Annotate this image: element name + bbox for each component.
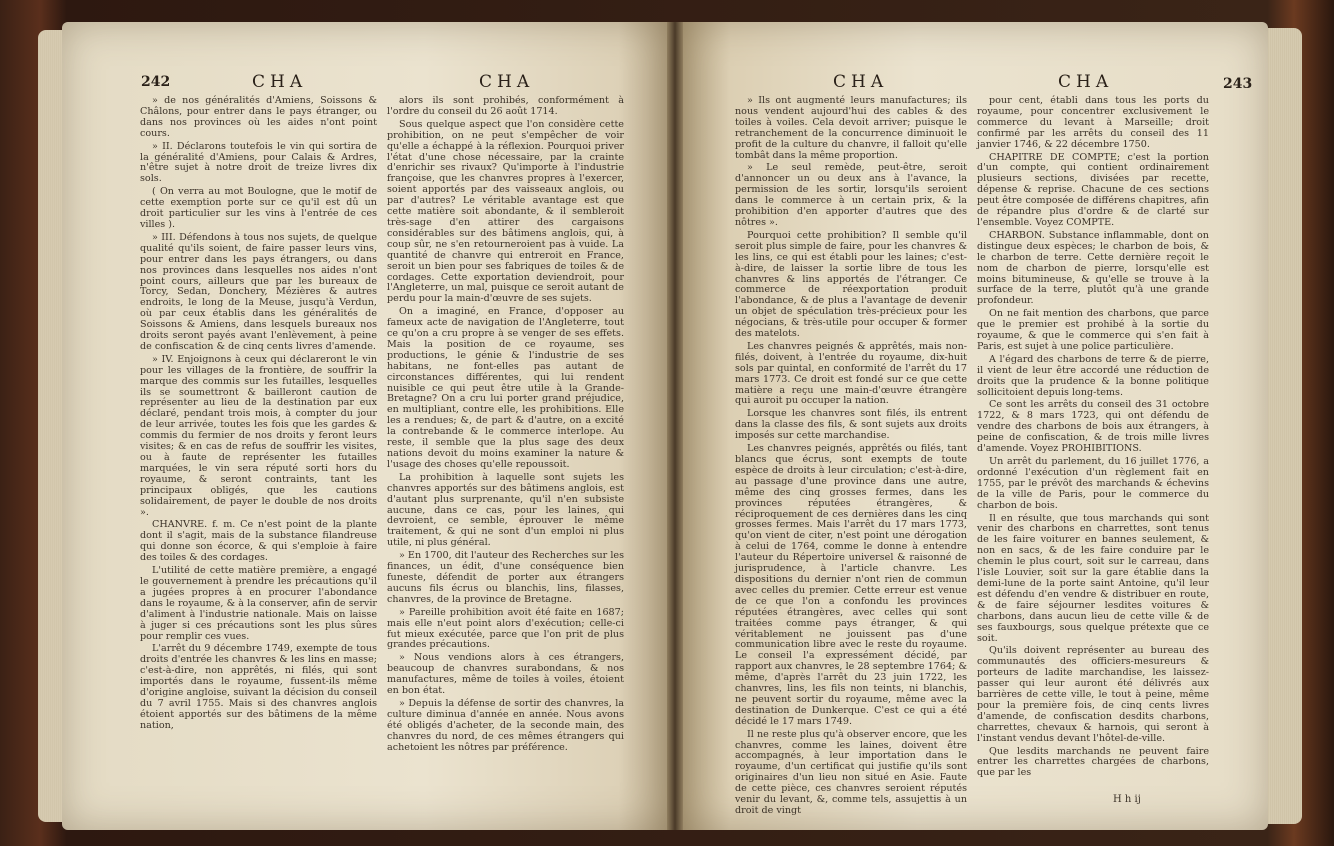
page-edge-right	[1268, 28, 1302, 824]
running-head-right-1: CHA	[833, 72, 889, 92]
paragraph: Qu'ils doivent représenter au bureau des communautés des officiers-mesureurs & porteurs de ladite marchandise, les laissez-passer qui leur auront été délivrés aux barrières de cette ville, le tout à peine, même pour la première fois, de cinq cents livres d'amende, de confiscation desdits charbons, charrettes, chevaux & harnois, qui seront à l'instant vendus devant l'hôtel-de-ville.	[977, 645, 1209, 744]
entry-chanvre: CHANVRE. f. m. Ce n'est point de la plante dont il s'agit, mais de la substance filandreuse qui donne son écorce, & qui s'emploie à faire des toiles & des cordages.	[140, 519, 377, 564]
left-column-1	[140, 96, 377, 734]
paragraph: » Ils ont augmenté leurs manufactures; ils nous vendent aujourd'hui des cables & des toiles à voiles. Cela devoit arriver; puisque le retranchement de la concurrence diminuoit le profit de la culture du chanvre, il falloit qu'elle tombât dans la même proportion.	[735, 95, 967, 161]
page-number-right: 243	[1223, 76, 1253, 92]
paragraph: Il en résulte, que tous marchands qui sont venir des charbons en charrettes, sont tenus de les faire voiturer en bannes seulement, & non en sacs, & de les faire conduire par le chemin le plus court, soit sur le carreau, dans l'isle Louvier, soit sur la gare établie dans la demi-lune de la porte saint Antoine, qu'il leur est défendu d'en vendre & distribuer en route, & de faire séjourner lesdites voitures & charbons, dans aucun lieu de cette ville & de ses fauxbourgs, sous quelque prétexte que ce soit.	[977, 512, 1209, 644]
paragraph: » Le seul remède, peut-être, seroit d'annoncer un ou deux ans à l'avance, la permission de les sortir, lorsqu'ils seroient dans le commerce à un certain prix, & la prohibition d'en apporter d'autres que des nôtres ».	[735, 162, 967, 228]
page-edge-left	[38, 30, 64, 822]
paragraph: » de nos généralités d'Amiens, Soissons & Châlons, pour entrer dans le pays étranger, ou dans nos provinces où les aides n'ont point cours.	[140, 95, 377, 139]
paragraph: » IV. Enjoignons à ceux qui déclareront le vin pour les villages de la frontière, de souffrir la marque des commis sur les futailles, lesquelles ils se soumettront & bailleront caution de représenter au lieu de la destination par eux déclaré, pendant trois mois, à compter du jour de leur arrivée, toutes les fois que les gardes & commis du fermier de nos droits y feront leurs visites; & en cas de refus de souffrir les visites, ou à faute de représenter les futailles marquées, le vin sera réputé sorti hors du royaume, & seront contraints, tant les principaux obligés, que les cautions solidairement, de payer le double de nos droits ».	[140, 353, 377, 518]
paragraph: Lorsque les chanvres sont filés, ils entrent dans la classe des fils, & sont sujets aux droits imposés sur cette marchandise.	[735, 408, 967, 442]
paragraph: Ce sont les arrêts du conseil des 31 octobre 1722, & 8 mars 1723, qui ont défendu de vendre des charbons de bois aux étrangers, à peine de confiscation, & de trois mille livres d'amende. Voyez PROHIBITIONS.	[977, 399, 1209, 455]
paragraph: » II. Déclarons toutefois le vin qui sortira de la généralité d'Amiens, pour Calais & Ardres, n'être sujet à notre droit de treize livres dix sols.	[140, 140, 377, 185]
paragraph: L'utilité de cette matière première, a engagé le gouvernement à prendre les précautions qu'il a jugées propres à en procurer l'abondance dans le royaume, & à la conserver, afin de servir d'aliment à l'industrie nationale. Mais on laisse à juger si ces précautions sont les plus sûres pour remplir ces vues.	[140, 565, 377, 642]
entry-chapitre-de-compte: CHAPITRE DE COMPTE; c'est la portion d'un compte, qui contient ordinairement plusieurs sections, divisées par recette, dépense & reprise. Chacune de ces sections peut être composée de différens chapitres, afin de répandre plus d'ordre & de clarté sur l'ensemble. Voyez COMPTE.	[977, 151, 1209, 228]
running-head-right-2: CHA	[1058, 72, 1114, 92]
entry-charbon: CHARBON. Substance inflammable, dont on distingue deux espèces; le charbon de bois, & le charbon de terre. Cette dernière reçoit le nom de charbon de pierre, lorsqu'elle est moins bitumineuse, & qu'elle se trouve à la surface de la terre, plutôt qu'à une grande profondeur.	[977, 229, 1209, 307]
paragraph: » En 1700, dit l'auteur des Recherches sur les finances, un édit, d'une conséquence bien funeste, défendit de porter aux étrangers aucuns fils écrus ou blanchis, lins, filasses, chanvres, de la province de Bretagne.	[387, 550, 624, 605]
paragraph: L'arrêt du 9 décembre 1749, exempte de tous droits d'entrée les chanvres & les lins en masse; c'est-à-dire, non apprêtés, ni filés, qui sont importés dans le royaume, fussent-ils même d'origine angloise, suivant la décision du conseil du 7 avril 1755. Mais si des chanvres anglois étoient apportés sur des bâtimens de la même nation,	[140, 643, 377, 731]
paragraph: Il ne reste plus qu'à observer encore, que les chanvres, comme les laines, doivent être accompagnés, à leur importation dans le royaume, d'un certificat qui justifie qu'ils sont originaires d'un lieu non situé en Asie. Faute de cette pièce, ces chanvres seroient réputés venir du levant, &, comme tels, assujettis à un droit de vingt	[735, 728, 967, 816]
running-head-left-1: CHA	[252, 72, 308, 92]
paragraph: alors ils sont prohibés, conformément à l'ordre du conseil du 26 août 1714.	[387, 95, 624, 117]
paragraph: On ne fait mention des charbons, que parce que le premier est prohibé à la sortie du royaume, & que le commerce qui s'en fait à Paris, est sujet à une police particulière.	[977, 308, 1209, 352]
paragraph: » Nous vendions alors à ces étrangers, beaucoup de chanvres surabondans, & nos manufactures, même de toiles à voiles, étoient en bon état.	[387, 652, 624, 697]
right-page	[683, 22, 1268, 830]
paragraph: Les chanvres peignés, apprêtés ou filés, tant blancs que écrus, sont exempts de toute espèce de droits à leur circulation; c'est-à-dire, au passage d'une province dans une autre, même des cinq grosses fermes, dans les provinces réputées étrangères, & réciproquement de ces dernières dans les cinq grosses fermes. Mais l'arrêt du 17 mars 1773, qu'on vient de citer, n'est point une dérogation à celui de 1764, comme le donne à entendre l'auteur du Répertoire universel & raisonné de jurisprudence, à l'article chanvre. Les dispositions du dernier n'ont rien de commun avec celles du premier. Cette erreur est venue de ce que l'on a confondu les provinces réputées étrangères, avec celles qui sont traitées comme pays étranger, & qui véritablement ne jouissent pas d'une communication libre avec le reste du royaume. Le conseil l'a expressément décidé, par rapport aux chanvres, le 28 septembre 1764; & même, d'après l'arrêt du 23 juin 1722, les chanvres, lins, les fils non teints, ni blanchis, ne peuvent sortir du royaume, même avec la destination de Dunkerque. C'est ce qui a été décidé le 17 mars 1749.	[735, 443, 967, 727]
paragraph: La prohibition à laquelle sont sujets les chanvres apportés sur des bâtimens anglois, est d'autant plus surprenante, qu'il n'en subsiste aucune, dans ce cas, pour les laines, qui devroient, ce semble, éprouver le même traitement, & qui ne sont d'un emploi ni plus utile, ni plus général.	[387, 471, 624, 549]
paragraph: Que lesdits marchands ne peuvent faire entrer les charrettes chargées de charbons, que par les	[977, 745, 1209, 779]
paragraph: Pourquoi cette prohibition? Il semble qu'il seroit plus simple de faire, pour les chanvres & les lins, ce qui est établi pour les laines; c'est-à-dire, de laisser la sortie libre de tous les chanvres & lins apportés de l'étranger. Ce commerce de réexportation produit l'abondance, & de plus a l'avantage de devenir un objet de spéculation très-précieux pour les négocians, & très-utile pour occuper & former des matelots.	[735, 229, 967, 340]
left-page	[62, 22, 667, 830]
left-column-2	[387, 96, 624, 755]
paragraph: pour cent, établi dans tous les ports du royaume, pour concentrer exclusivement le commerce du levant à Marseille; droit confirmé par les arrêts du conseil des 11 janvier 1746, & 22 décembre 1750.	[977, 95, 1209, 150]
paragraph: A l'égard des charbons de terre & de pierre, il vient de leur être accordé une réduction de droits que la prudence & la bonne politique sollicitoient depuis long-tems.	[977, 353, 1209, 398]
signature-mark: H h ij	[1113, 794, 1141, 805]
running-head-left-2: CHA	[479, 72, 535, 92]
page-number-left: 242	[141, 74, 171, 90]
paragraph: » Depuis la défense de sortir des chanvres, la culture diminua d'année en année. Nous avons été obligés d'acheter, de la seconde main, des chanvres du nord, de ces mêmes étrangers qui achetoient les nôtres par préférence.	[387, 697, 624, 753]
paragraph: » III. Défendons à tous nos sujets, de quelque qualité qu'ils soient, de faire passer leurs vins, pour entrer dans les pays étrangers, ou dans nos provinces dans lesquelles nos aides n'ont point cours, ailleurs que par les bureaux de Torcy, Sedan, Donchery, Mézières & autres endroits, le long de la Meuse, jusqu'à Verdun, où par ceux établis dans les généralités de Soissons & Amiens, dans lesquels bureaux nos droits seront payés avant l'enlèvement, à peine de confiscation & de cinq cents livres d'amende.	[140, 231, 377, 352]
paragraph: Les chanvres peignés & apprêtés, mais non-filés, doivent, à l'entrée du royaume, dix-huit sols par quintal, en conformité de l'arrêt du 17 mars 1773. Ce droit est fondé sur ce que cette matière a reçu une main-d'œuvre étrangère qui auroit pu occuper la nation.	[735, 340, 967, 407]
book-gutter	[667, 22, 683, 830]
paragraph: Sous quelque aspect que l'on considère cette prohibition, on ne peut s'empêcher de voir qu'elle a échappé à la réflexion. Pourquoi priver l'état d'une chose nécessaire, par la crainte d'enrichir ses rivaux? Qu'importe à l'industrie françoise, que les chanvres propres à l'exercer, soient apportés par des vaisseaux anglois, ou par d'autres? Le véritable avantage est que cette matière soit abondante, & il sembleroit très-sage d'en attirer des cargaisons considérables sur des bâtimens anglois, qui, à coup sûr, ne s'en retourneroient pas à vuide. La quantité de chanvre qui entreroit en France, seroit un bien pour ses fabriques de toiles & de cordages. Cette exportation deviendroit, pour l'Angleterre, un mal, puisque ce seroit autant de perdu pour la main-d'œuvre de ses sujets.	[387, 118, 624, 305]
right-column-1	[735, 96, 967, 819]
paragraph: » Pareille prohibition avoit été faite en 1687; mais elle n'eut point alors d'exécution; celle-ci fut mieux exécutée, parce que l'on prit de plus grandes précautions.	[387, 606, 624, 651]
paragraph: ( On verra au mot Boulogne, que le motif de cette exemption porte sur ce qu'il est dû un droit particulier sur les vins à l'entrée de ces villes ).	[140, 186, 377, 230]
paragraph: On a imaginé, en France, d'opposer au fameux acte de navigation de l'Angleterre, tout ce qu'on a cru propre à se venger de ses effets. Mais la position de ce royaume, ses productions, le génie & l'industrie de ses habitans, ne font-elles pas autant de circonstances différentes, qui lui rendent nuisible ce qui peut être utile à la Grande-Bretagne? On a cru lui porter grand préjudice, en multipliant, contre elle, les prohibitions. Elle les a rendues; &, de part & d'autre, on a excité la contrebande & le commerce interlope. Au reste, il semble que la plus sage des deux nations devoit du moins examiner la nature & l'usage des choses qu'elle repoussoit.	[387, 306, 624, 470]
right-column-2	[977, 96, 1209, 781]
paragraph: Un arrêt du parlement, du 16 juillet 1776, a ordonné l'exécution d'un règlement fait en 1755, par le prévôt des marchands & échevins de la ville de Paris, pour le commerce du charbon de bois.	[977, 456, 1209, 511]
